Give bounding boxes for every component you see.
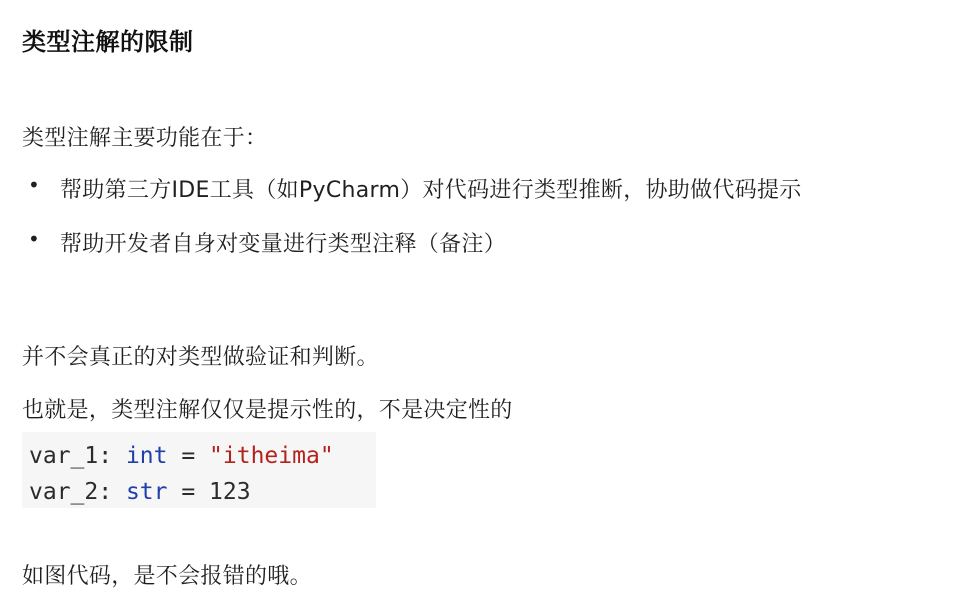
code-assign: = [167,479,210,505]
code-value: "itheima" [209,443,334,469]
list-item-text: 帮助开发者自身对变量进行类型注释（备注） [60,232,507,257]
code-block [22,432,376,508]
bullet-icon: • [28,227,41,251]
code-line [22,438,376,474]
code-value: 123 [209,479,251,505]
page-title: 类型注解的限制 [22,28,194,56]
statement-text: 并不会真正的对类型做验证和判断。 [22,345,379,370]
intro-text: 类型注解主要功能在于： [22,126,268,151]
clarification-text: 也就是，类型注解仅仅是提示性的，不是决定性的 [22,398,513,423]
code-colon: : [98,479,126,505]
code-line [22,474,376,510]
code-assign: = [167,443,210,469]
code-variable: var_1 [29,443,99,469]
list-item-text: 帮助第三方IDE工具（如PyCharm）对代码进行类型推断，协助做代码提示 [60,178,802,203]
code-type: int [125,443,168,469]
conclusion-text: 如图代码，是不会报错的哦。 [22,564,312,589]
bullet-icon: • [28,173,41,197]
code-variable: var_2 [29,479,99,505]
code-colon: : [98,443,126,469]
code-type: str [125,479,168,505]
